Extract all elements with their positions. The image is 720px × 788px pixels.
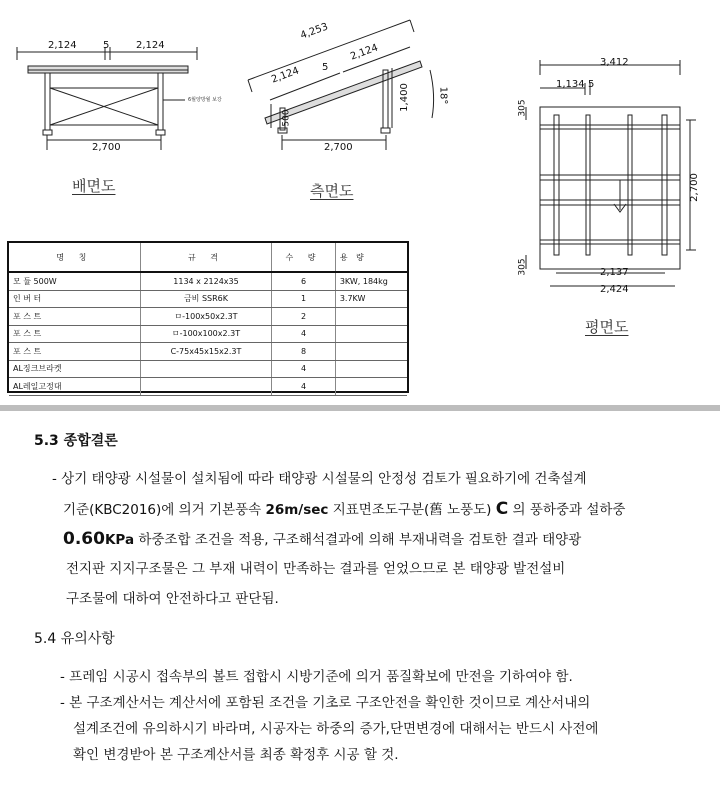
spec-cell [335, 308, 407, 326]
section-53-title: 5.3 종합결론 [34, 433, 118, 449]
plan-dim-left-bot: 305 [517, 258, 528, 276]
spec-cell: 1 [272, 290, 336, 308]
section-53-line-1: - 상기 태양광 시설물이 설치됨에 따라 태양광 시설물의 안정성 검토가 필요하기에 건축설계 [52, 471, 587, 487]
section-54-title: 5.4 유의사항 [34, 631, 115, 647]
plan-dim-right: 2,700 [688, 173, 700, 202]
rear-dim-mid: 5 [103, 40, 110, 51]
plan-dim-left-top: 305 [517, 99, 528, 117]
plan-dim-module: 1,134 [556, 79, 585, 90]
spec-header-capacity: 용 량 [335, 243, 407, 272]
side-dim-low: 500 [281, 109, 292, 127]
rear-dim-right: 2,124 [136, 40, 165, 51]
rear-dim-left: 2,124 [48, 40, 77, 51]
plan-dim-inner: 2,137 [600, 267, 629, 278]
section-53-line-2 [63, 494, 625, 525]
spec-cell: 포 스 트 [9, 325, 140, 343]
table-row [9, 378, 407, 396]
spec-table [7, 241, 409, 393]
plan-dim-total: 3,412 [600, 57, 629, 68]
spec-cell: 3.7KW [335, 290, 407, 308]
spec-header-row [9, 243, 407, 272]
plan-view-drawing [510, 50, 720, 290]
spec-cell: 금비 SSR6K [140, 290, 271, 308]
spec-cell: 6 [272, 272, 336, 290]
section-54-line-2: - 본 구조계산서는 계산서에 포함된 조건을 기초로 구조안전을 확인한 것이므로 계산서내의 [60, 695, 591, 711]
plan-dim-mid: 5 [588, 79, 595, 90]
spec-cell [335, 325, 407, 343]
table-row [9, 308, 407, 326]
table-row [9, 325, 407, 343]
section-53-line-3 [63, 524, 581, 555]
spec-cell: 2 [272, 308, 336, 326]
side-dim-long: 4,253 [298, 21, 330, 42]
wind-speed-value: 26m/sec [265, 502, 329, 518]
plan-view-label: 평면도 [585, 318, 629, 336]
side-dim-a: 2,124 [269, 65, 301, 86]
spec-cell: ㅁ-100x50x2.3T [140, 308, 271, 326]
section-53-line-5: 구조물에 대하여 안전하다고 판단됨. [66, 591, 279, 607]
section-54-line-1: - 프레임 시공시 접속부의 볼트 접합시 시방기준에 의거 품질확보에 만전을 기하여야 함. [60, 669, 573, 685]
text-span: 하중조합 조건을 적용, 구조해석결과에 의해 부재내력을 검토한 결과 태양광 [134, 532, 582, 548]
spec-header-spec: 규 격 [140, 243, 271, 272]
rear-dim-bottom: 2,700 [92, 142, 121, 153]
side-dim-mid: 5 [322, 62, 329, 73]
spec-cell [335, 360, 407, 378]
spec-cell [335, 378, 407, 396]
section-54-line-3: 설계조건에 유의하시기 바라며, 시공자는 하중의 증가,단면변경에 대해서는 반드시 사전에 [73, 721, 599, 737]
text-span: 의 풍하중과 설하중 [508, 502, 626, 518]
table-row [9, 343, 407, 361]
section-53-line-4: 전지판 지지구조물은 그 부재 내력이 만족하는 결과를 얻었으므로 본 태양광 발전설비 [66, 561, 566, 577]
side-dim-bottom: 2,700 [324, 142, 353, 153]
side-dim-height: 1,400 [398, 83, 410, 112]
text-span: 지표면조도구분(舊 노풍도) [328, 502, 496, 518]
spec-cell: 4 [272, 325, 336, 343]
spec-cell: 8 [272, 343, 336, 361]
snow-load-value: 0.60 [63, 529, 105, 549]
spec-cell: C-75x45x15x2.3T [140, 343, 271, 361]
spec-cell: 포 스 트 [9, 308, 140, 326]
snow-load-unit: KPa [104, 532, 135, 548]
spec-cell: AL징크브라켓 [9, 360, 140, 378]
spec-cell: 인 버 터 [9, 290, 140, 308]
spec-cell [140, 378, 271, 396]
roughness-category: C [495, 499, 509, 519]
section-54-line-4: 확인 변경받아 본 구조계산서를 최종 확정후 시공 할 것. [73, 747, 399, 763]
spec-cell: ㅁ-100x100x2.3T [140, 325, 271, 343]
spec-cell: 1134 x 2124x35 [140, 272, 271, 290]
table-row [9, 272, 407, 290]
spec-cell: 모 듈 500W [9, 272, 140, 290]
side-view-drawing [240, 0, 470, 175]
side-view-label: 측면도 [310, 182, 354, 200]
spec-cell: 포 스 트 [9, 343, 140, 361]
text-panel [0, 411, 720, 788]
side-angle: 18° [437, 86, 449, 105]
spec-header-qty: 수 량 [272, 243, 336, 272]
spec-cell [335, 343, 407, 361]
spec-cell: 3KW, 184kg [335, 272, 407, 290]
spec-cell: 4 [272, 378, 336, 396]
table-row [9, 290, 407, 308]
spec-cell: AL레일고정대 [9, 378, 140, 396]
table-row [9, 360, 407, 378]
plan-dim-outer: 2,424 [600, 284, 629, 295]
side-dim-b: 2,124 [348, 42, 380, 63]
spec-header-name: 명 칭 [9, 243, 140, 272]
spec-cell: 4 [272, 360, 336, 378]
rear-view-label: 배면도 [72, 177, 116, 195]
rear-note: 6월양방월 보강 [188, 97, 222, 103]
text-span: 기준(KBC2016)에 의거 기본풍속 [63, 502, 266, 518]
spec-cell [140, 360, 271, 378]
